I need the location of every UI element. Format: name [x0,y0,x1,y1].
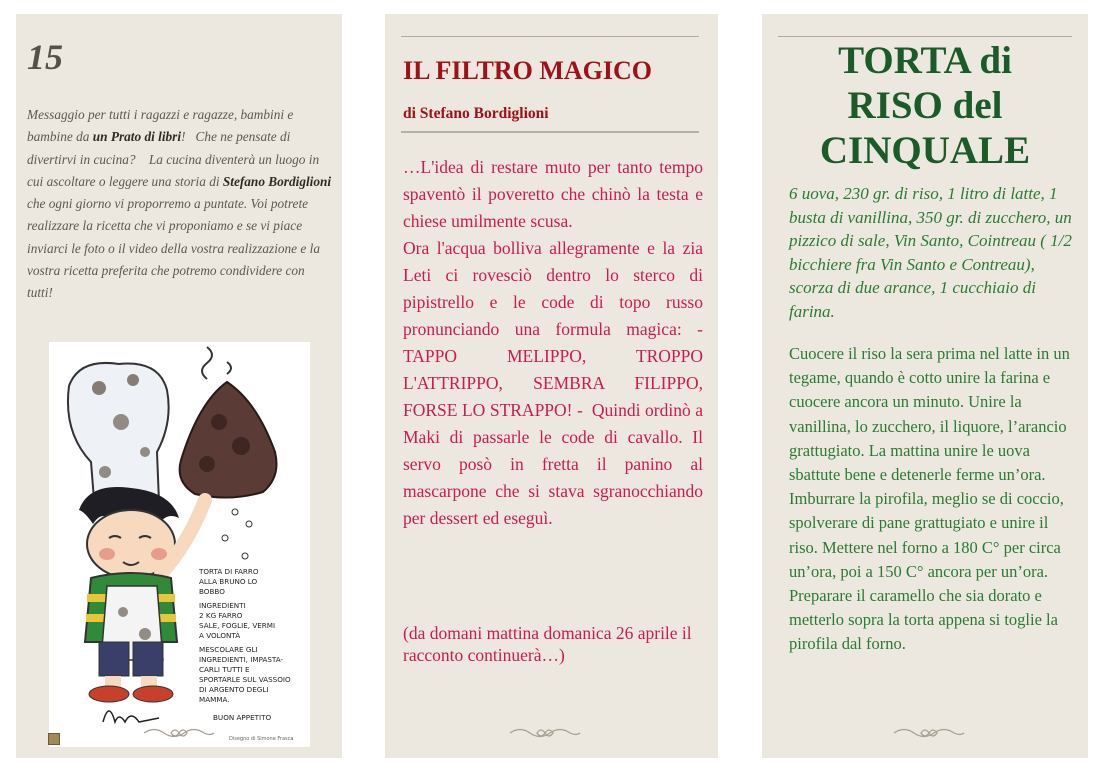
shoe-left [89,686,129,702]
intro-text-2: ! Che ne pensate di divertirvi in cucina? La cucina diventerà un luogo in cui ascoltare o leggere una storia di [27,129,320,189]
hand-line: BUON APPETITO [213,713,272,722]
story-paragraph-2: Ora l'acqua bolliva allegramente e la zia Leti ci rovesciò dentro lo sterco di pipistrello e le code di topo russo pronunciando una formula magica: - TAPPO MELIPPO, TROPPO L'ATTRIPPO, SEMBRA FILIPPO, FORSE LO STRAPPO! - Quindi ordinò a Maki di passarle le code di cavallo. Il servo posò in fretta il panino al mascarpone che si stava sgranocchiando per dessert ed eseguì. [403,238,703,528]
page-number: 15 [27,37,63,77]
hand-line: MESCOLARE GLI [199,645,258,654]
hand-line: CARLI TUTTI E [199,665,250,674]
panel-story [385,14,718,758]
hand-line: 2 KG FARRO [199,611,243,620]
illustration-credit: Disegno di Simone Frasca [229,736,294,742]
top-rule [778,36,1072,37]
recipe-title [762,38,1088,173]
story-author: di Stefano Bordiglioni [403,105,549,122]
hand-line: SPORTARLE SUL VASSOIO [199,675,291,684]
scroll-flourish-icon [142,724,216,742]
panel-recipe [762,14,1088,758]
story-continuation-note: (da domani mattina domanica 26 aprile il racconto continuerà…) [403,623,692,665]
shorts-right [133,642,163,676]
chocolate-cake [180,382,277,498]
hand-line: BOBBO [199,587,225,596]
intro-bold-prato: un Prato di libri [92,129,182,145]
hand-line: DI ARGENTO DEGLI [199,685,269,694]
steam-squiggle-small [227,362,231,374]
chef-boy-drawing [49,342,310,747]
chef-boy-illustration [49,342,310,747]
hand-line: INGREDIENTI, IMPASTA- [199,655,284,664]
top-rule [401,36,699,37]
intro-text-1: Messaggio per tutti i ragazzi e ragazze, bambini e bambine da [27,107,294,145]
recipe-title-line: CINQUALE [819,129,1031,172]
shoe-right [133,686,173,702]
hand-line: A VOLONTÀ [199,631,241,640]
hand-line: TORTA DI FARRO [199,567,259,576]
panel-intro [16,14,342,758]
recipe-procedure: Cuocere il riso la sera prima nel latte in un tegame, quando è cotto unire la farina e cuocere ancora un minuto. Unire la vanillina, lo zucchero, il liquore, l’arancio grattugiato. La mattina unire le uova sbattute bene e detenerle ferme un’ora. Imburrare la pirofila, meglio se di coccio, spolverare di pane grattugiato e unire il riso. Mettere nel forno a 180 C° per circa un’ora, poi a 150 C° ancora per un’ora. Preparare il caramello che sia dorato e metterlo sopra la torta appena si toglie la pirofila dal forno. [789,344,1070,654]
title-rule [401,131,699,133]
scroll-flourish-icon [892,724,966,742]
hand-line: ALLA BRUNO LO [199,577,258,586]
signature [103,711,159,722]
steam-squiggle [202,347,212,379]
shorts-left [99,642,129,676]
recipe-title-line: TORTA di [838,39,1012,82]
story-title: IL FILTRO MAGICO [403,56,652,85]
story-paragraph-1: …L'idea di restare muto per tanto tempo spaventò il poveretto che chinò la testa e chiese umilmente scusa. [403,157,703,231]
intro-message [27,104,332,305]
hand-line: INGREDIENTI [199,601,246,610]
recipe-title-line: RISO del [847,84,1003,127]
intro-text-3: che ogni giorno vi proporremo a puntate. Voi potrete realizzare la ricetta che vi proponiamo e se vi piace inviarci le foto o il video della vostra realizzazione e la vostra ricetta preferita che potremo condividere con tutti! [27,196,320,301]
recipe-ingredients: 6 uova, 230 gr. di riso, 1 litro di latte, 1 busta di vanillina, 350 gr. di zucchero, un pizzico di sale, Vin Santo, Cointreau ( 1/2 bicchiere fra Vin Santo e Contreau), scorza di due arance, 1 cucchiaio di farina. [789,184,1072,321]
intro-bold-author: Stefano Bordiglioni [222,173,332,189]
hand-line: SALE, FOGLIE, VERMI [199,621,276,630]
scroll-flourish-icon [508,724,582,742]
corner-square-icon [48,733,60,745]
story-body [403,154,703,532]
hand-line: MAMMA. [199,695,230,704]
